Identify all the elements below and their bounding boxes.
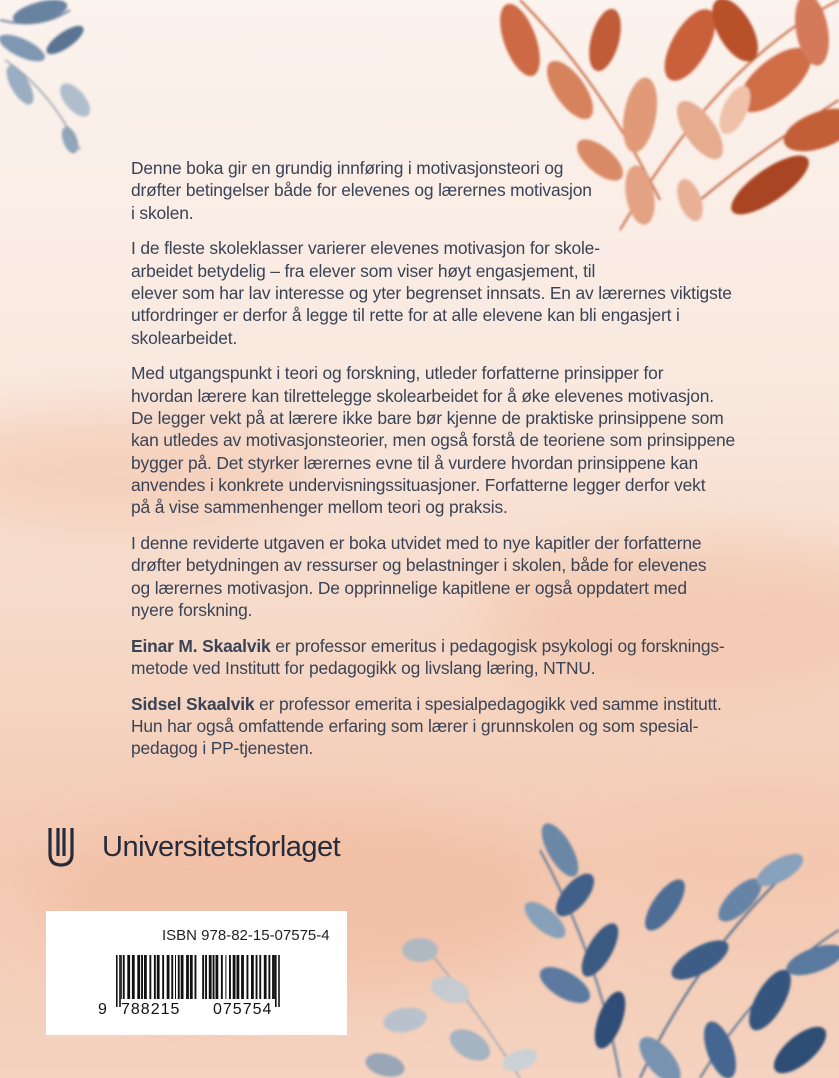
author-bio-text: er professor emeritus i pedagogisk psykologi og forsknings- [270,635,725,656]
text-line: på å vise sammenhenger mellom teori og praksis. [131,497,508,518]
text-line: drøfter betingelser både for elevenes og lærernes motivasjon [131,180,592,201]
author-bio-sidsel [131,693,731,760]
barcode-bar [132,955,135,999]
text-line: skolearbeidet. [131,327,238,348]
barcode-bar [264,955,267,999]
barcode-bar [229,955,231,999]
isbn-barcode-box [46,911,347,1035]
barcode-bar [259,955,261,999]
barcode-bar [116,955,118,1007]
text-line: nyere forskning. [131,599,253,620]
barcode-bar [171,955,173,999]
revised-edition-paragraph [131,532,731,621]
barcode-bar [241,955,244,999]
barcode-bar [149,955,151,999]
barcode-bar [272,955,275,999]
text-line: drøfter betydningen av ressurser og belastninger i skolen, både for elevenes [131,555,707,576]
barcode-bar [256,955,258,999]
publisher-block [46,826,340,868]
barcode-bar [144,955,147,999]
author-name: Einar M. Skaalvik [131,635,271,656]
barcode [46,911,347,1035]
barcode-bar [137,955,140,999]
text-line: Med utgangspunkt i teori og forskning, utleder forfatterne prinsipper for [131,363,664,384]
author-name: Sidsel Skaalvik [131,693,255,714]
barcode-bar [247,955,249,999]
text-line: utfordringer er derfor å legge til rette for at alle elevene kan bli engasjert i [131,305,680,326]
text-line: I denne reviderte utgaven er boka utvidet med to nye kapitler der forfatterne [131,532,702,553]
text-line: hvordan lærere kan tilrettelegge skolearbeidet for å øke elevenes motivasjon. [131,385,714,406]
text-line: Denne boka gir en grundig innføring i motivasjonsteori og [131,158,564,178]
text-line: arbeidet betydelig – fra elever som viser høyt engasjement, til [131,260,596,281]
isbn-label: ISBN 978-82-15-07575-4 [162,927,330,944]
publisher-name: Universitetsforlaget [102,830,341,863]
barcode-bar [221,955,223,999]
barcode-bar [157,955,160,999]
barcode-bar [119,955,121,1007]
barcode-bar [205,955,207,999]
intro-paragraph [131,157,731,224]
barcode-bar [213,955,215,999]
barcode-bar [209,955,212,999]
barcode-bar [268,955,270,999]
publisher-u-logo-icon [46,826,76,868]
barcode-bar [233,955,236,999]
text-line: og lærernes motivasjon. De opprinnelige kapitlene er også oppdatert med [131,577,687,598]
barcode-bar [121,955,122,999]
barcode-bar [225,955,226,999]
barcode-bar [237,955,240,999]
text-line [131,693,731,715]
barcode-bar [181,955,184,999]
barcode-bar [278,955,280,1007]
theory-research-paragraph [131,362,736,518]
barcode-bar [154,955,156,999]
text-line: I de fleste skoleklasser varierer elevenes motivasjon for skole- [131,238,600,259]
motivation-variation-paragraph [131,237,731,348]
barcode-bar [175,955,176,999]
barcode-bar [162,955,164,999]
top-left-leaves [0,0,96,156]
barcode-bar [186,955,189,999]
text-line: elever som har lav interesse og yter begrenset innsats. En av lærernes viktigste [131,282,732,303]
barcode-bar [167,955,170,999]
barcode-bar [190,955,193,999]
text-line: metode ved Institutt for pedagogikk og livslang læring, NTNU. [131,657,596,678]
back-cover-text [131,157,736,773]
text-line: De legger vekt på at lærere ikke bare bør kjenne de praktiske prinsippene som [131,407,724,428]
text-line: anvendes i konkrete undervisningssituasjoner. Forfatterne legger derfor vekt [131,474,706,495]
text-line: kan utledes av motivasjonsteorier, men også forstå de teoriene som prinsippene [131,430,736,451]
barcode-bar [127,955,130,999]
author-bio-einar [131,635,731,680]
barcode-digits-left: 788215 [121,1001,181,1018]
barcode-bar [123,955,125,999]
text-line: pedagog i PP-tjenesten. [131,738,314,759]
text-line: bygger på. Det styrker lærernes evne til å vurdere hvordan prinsippene kan [131,452,698,473]
barcode-bar [178,955,180,999]
text-line [131,635,731,657]
barcode-digits-right: 075754 [213,1001,273,1018]
barcode-bar [202,955,204,999]
text-line: i skolen. [131,202,194,223]
barcode-bar [195,955,197,999]
author-bio-text: er professor emerita i spesialpedagogikk ved samme institutt. [254,693,722,714]
barcode-bar [275,955,277,1007]
barcode-bar [251,955,254,999]
text-line: Hun har også omfattende erfaring som lærer i grunnskolen og som spesial- [131,716,699,737]
barcode-bar [216,955,219,999]
barcode-bar [141,955,143,999]
barcode-digit-first: 9 [98,1001,108,1018]
